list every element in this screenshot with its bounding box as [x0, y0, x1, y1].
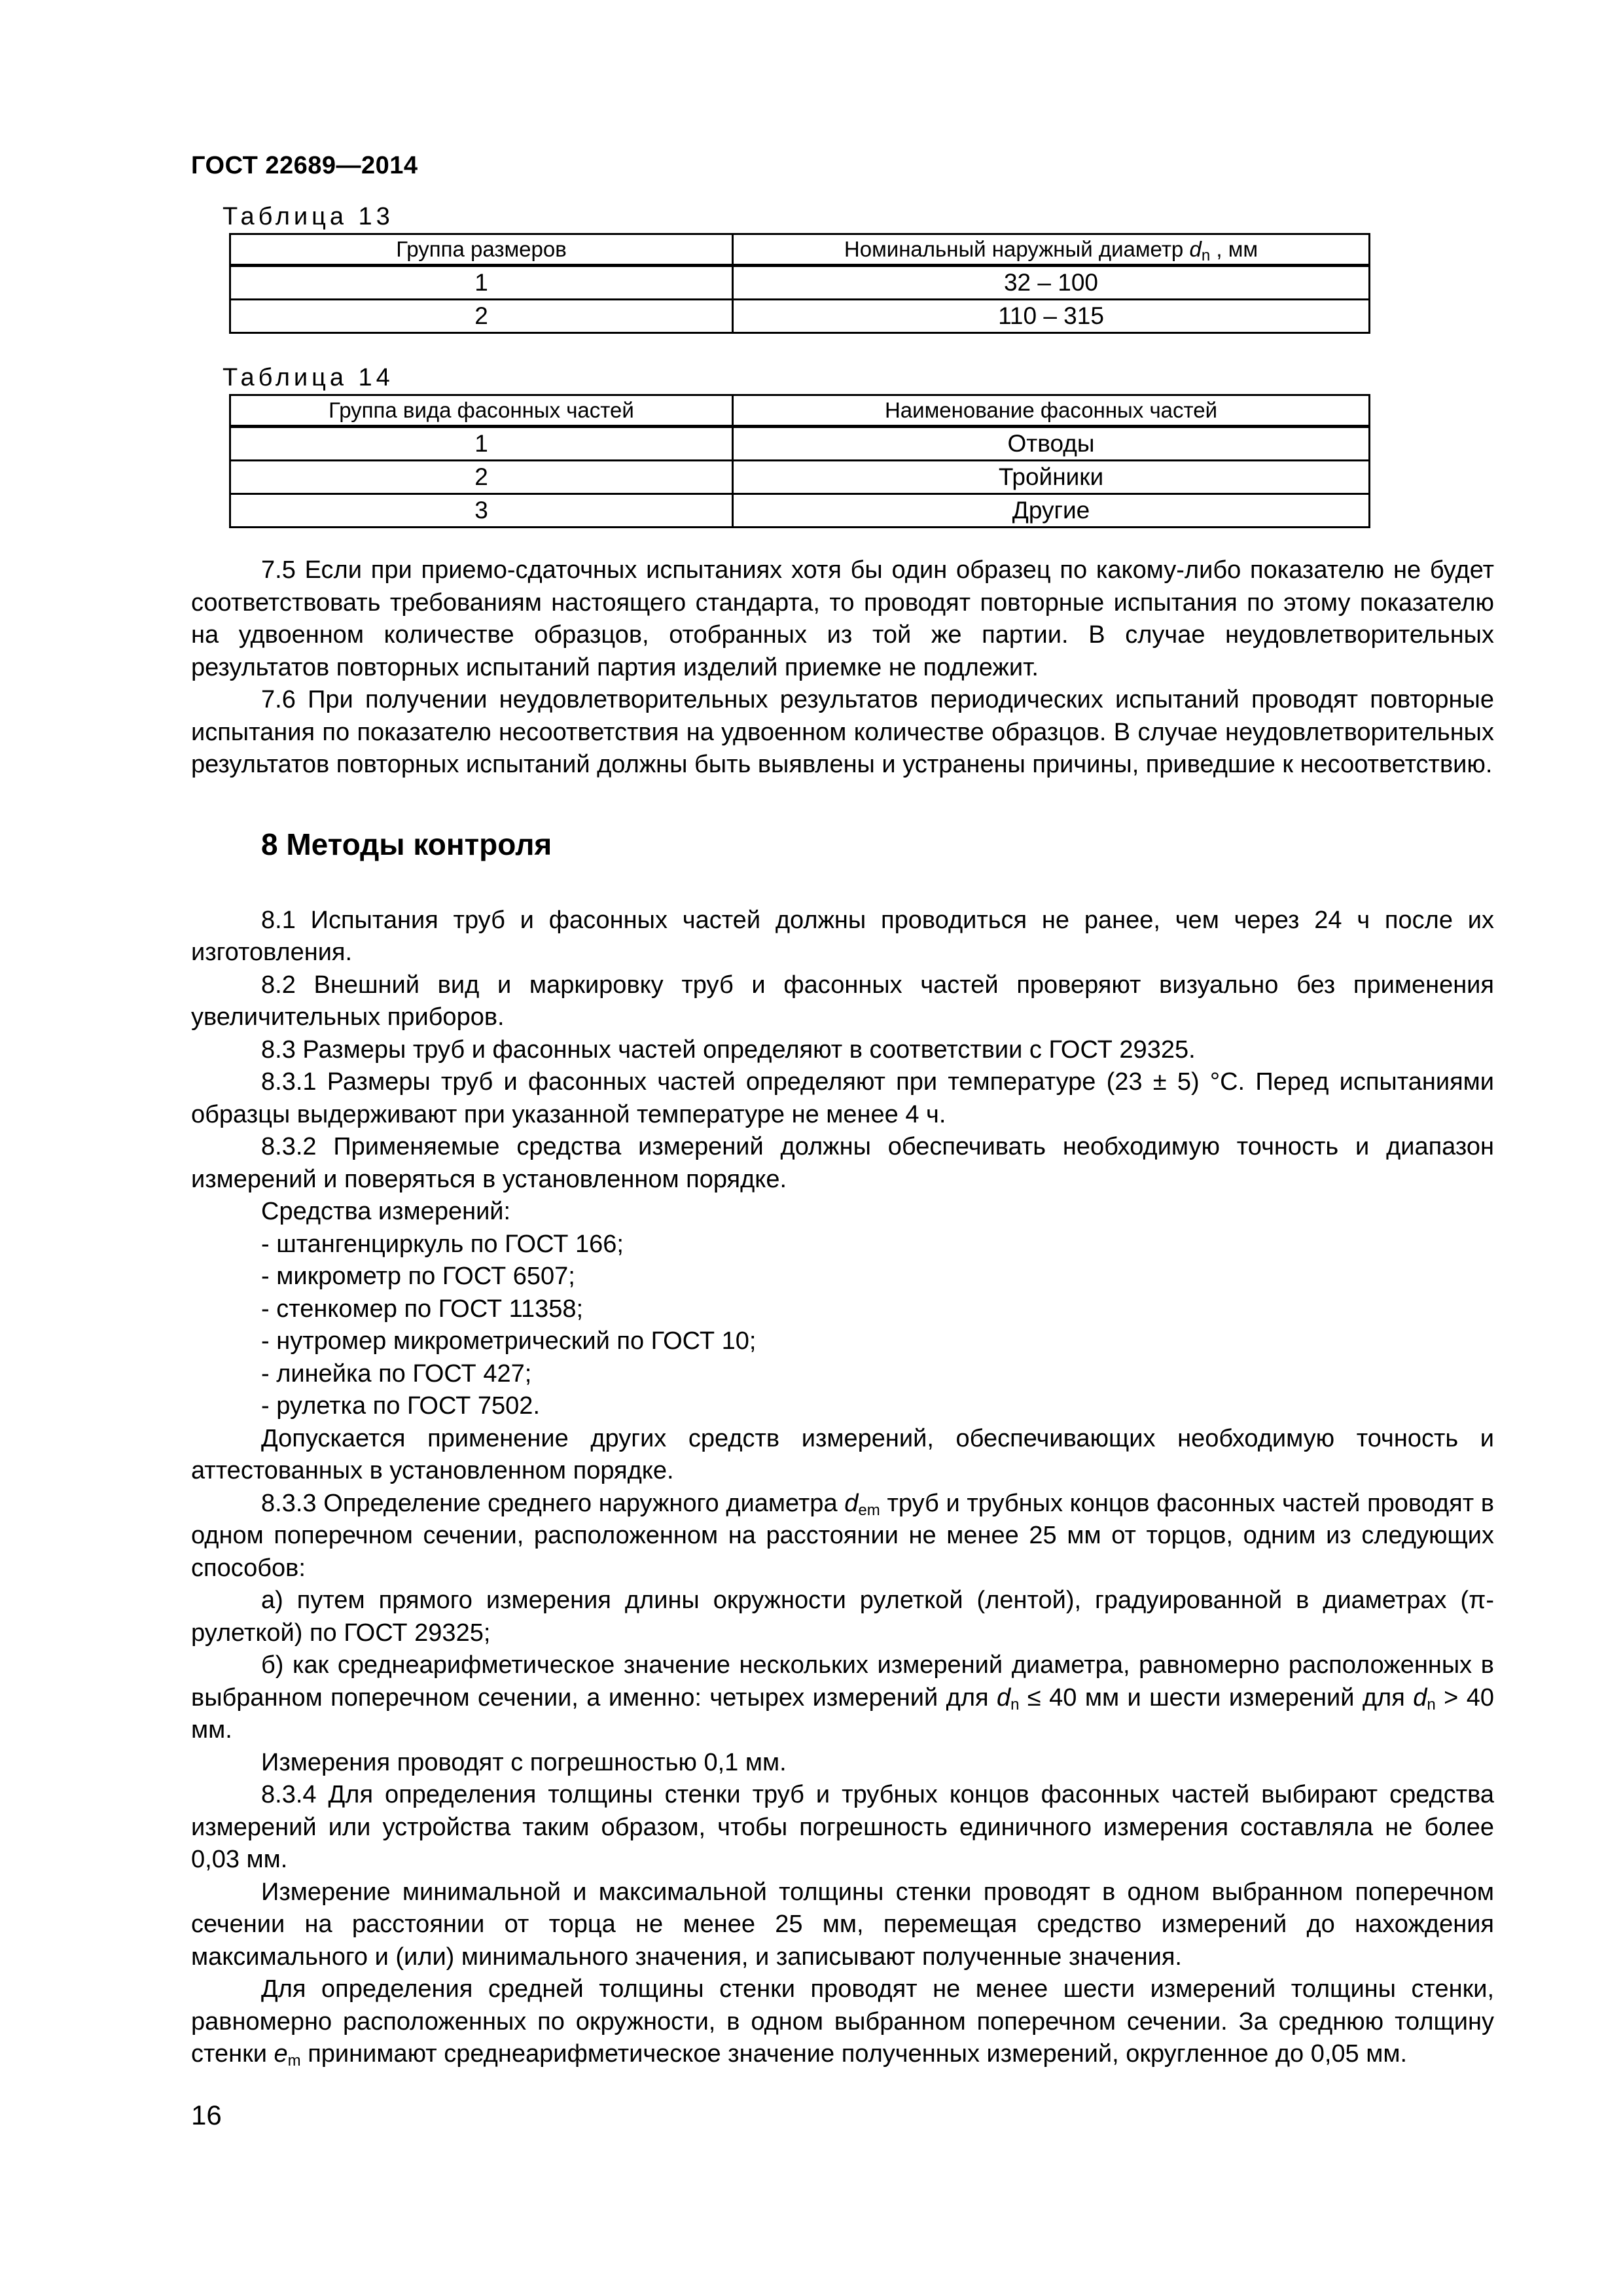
table-header-cell: Группа размеров — [230, 234, 733, 266]
paragraph-allowed-tools: Допускается применение других средств измерений, обеспечивающих необходимую точность и аттестованных в установленном порядке. — [191, 1424, 1494, 1484]
paragraph-8-3-2: 8.3.2 Применяемые средства измерений должны обеспечивать необходимую точность и диапазон измерений и поверяться в установленном порядке. — [191, 1133, 1494, 1193]
table-cell: 2 — [230, 300, 733, 333]
list-item: - линейка по ГОСТ 427; — [261, 1359, 532, 1388]
header-subscript: n — [1201, 247, 1211, 264]
item-a: а) путем прямого измерения длины окружности рулеткой (лентой), градуированной в диаметрах (π-рулеткой) по ГОСТ 29325; — [191, 1587, 1494, 1647]
text-run: ≤ 40 мм и шести измерений для — [1019, 1683, 1414, 1712]
paragraph-8-3-1: 8.3.1 Размеры труб и фасонных частей определяют при температуре (23 ± 5) °С. Перед испытаниями образцы выдерживают при указанной температуре не менее 4 ч. — [191, 1068, 1494, 1128]
document-body — [191, 554, 1494, 2071]
table-header-row — [230, 234, 1370, 266]
variable: d — [996, 1683, 1011, 1712]
text-run: Для определения средней толщины стенки проводят не менее шести измерений толщины стенки, равномерно расположенных по окружности, в одном выбранном поперечном сечении. За среднюю толщину стенки — [191, 1975, 1494, 2068]
table-14-caption: Таблица 14 — [223, 364, 394, 391]
table-13 — [229, 233, 1370, 334]
paragraph-8-3-4: 8.3.4 Для определения толщины стенки труб и трубных концов фасонных частей выбирают средства измерений или устройства таким образом, чтобы погрешность единичного измерения составляла не более 0,03 мм. — [191, 1781, 1494, 1873]
item-b — [191, 1649, 1494, 1747]
table-cell: 1 — [230, 266, 733, 300]
list-item: - нутромер микрометрический по ГОСТ 10; — [261, 1327, 757, 1355]
standard-designation: ГОСТ 22689—2014 — [191, 152, 418, 179]
paragraph-8-3: 8.3 Размеры труб и фасонных частей определяют в соответствии с ГОСТ 29325. — [261, 1035, 1196, 1064]
variable: d — [1413, 1683, 1427, 1712]
header-text: Номинальный наружный диаметр — [844, 237, 1190, 261]
subscript: m — [287, 2052, 301, 2070]
table-row — [230, 461, 1370, 494]
table-row — [230, 494, 1370, 528]
paragraph-accuracy: Измерения проводят с погрешностью 0,1 мм. — [261, 1748, 787, 1776]
table-cell: 3 — [230, 494, 733, 528]
table-row — [230, 300, 1370, 333]
list-item: - стенкомер по ГОСТ 11358; — [261, 1295, 584, 1323]
paragraph-8-2: 8.2 Внешний вид и маркировку труб и фасонных частей проверяют визуально без применения увеличительных приборов. — [191, 971, 1494, 1031]
list-item: - штангенциркуль по ГОСТ 166; — [261, 1230, 624, 1258]
text-run: б) как среднеарифметическое значение нескольких измерений диаметра, равномерно расположенных в выбранном поперечном сечении, а именно: четырех измерений для — [191, 1651, 1494, 1712]
table-13-caption: Таблица 13 — [223, 203, 394, 230]
paragraph-8-1: 8.1 Испытания труб и фасонных частей должны проводиться не ранее, чем через 24 ч после их изготовления. — [191, 906, 1494, 966]
table-row — [230, 427, 1370, 461]
table-cell: Тройники — [733, 461, 1370, 494]
table-cell: Отводы — [733, 427, 1370, 461]
header-variable: d — [1189, 237, 1202, 261]
subscript: n — [1010, 1695, 1020, 1713]
table-header-row — [230, 395, 1370, 427]
header-unit: , мм — [1210, 237, 1258, 261]
page-number: 16 — [191, 2100, 222, 2130]
paragraph-7-6: 7.6 При получении неудовлетворительных результатов периодических испытаний проводят повторные испытания по показателю несоответствия на удвоенном количестве образцов. В случае неудовлетворительных результатов повторных испытаний должны быть выявлены и устранены причины, приведшие к несоответствию. — [191, 686, 1494, 778]
text-run: труб и трубных концов фасонных частей проводят в одном поперечном сечении, расположенном на расстоянии не менее 25 мм от торцов, одним из следующих способов: — [191, 1489, 1495, 1582]
subscript: em — [858, 1501, 880, 1519]
table-cell: 32 – 100 — [733, 266, 1370, 300]
subscript: n — [1427, 1695, 1436, 1713]
table-header-cell: Наименование фасонных частей — [733, 395, 1370, 427]
paragraph-min-max: Измерение минимальной и максимальной толщины стенки проводят в одном выбранном поперечном сечении на расстоянии от торца не менее 25 мм, перемещая средство измерений до нахождения максимального и (или) минимального значения, и записывают полученные значения. — [191, 1878, 1494, 1971]
tools-intro: Средства измерений: — [261, 1198, 511, 1225]
section-8-title: 8 Методы контроля — [261, 827, 552, 861]
table-cell: 1 — [230, 427, 733, 461]
text-run: > 40 мм. — [191, 1683, 1494, 1744]
table-header-cell — [733, 234, 1370, 266]
text-run: 8.3.3 Определение среднего наружного диаметра — [261, 1489, 845, 1517]
table-cell: Другие — [733, 494, 1370, 528]
table-header-cell: Группа вида фасонных частей — [230, 395, 733, 427]
table-cell: 110 – 315 — [733, 300, 1370, 333]
list-item: - микрометр по ГОСТ 6507; — [261, 1263, 575, 1290]
paragraph-7-5: 7.5 Если при приемо-сдаточных испытаниях хотя бы один образец по какому-либо показателю не будет соответствовать требованиям настоящего стандарта, то проводят повторные испытания по этому показателю на удвоенном количестве образцов, отобранных из той же партии. В случае неудовлетворительных результатов повторных испытаний партия изделий приемке не подлежит. — [191, 556, 1494, 681]
table-14 — [229, 394, 1370, 528]
text-run: принимают среднеарифметическое значение полученных измерений, округленное до 0,05 мм. — [300, 2040, 1408, 2068]
table-cell: 2 — [230, 461, 733, 494]
list-item: - рулетка по ГОСТ 7502. — [261, 1392, 540, 1420]
paragraph-average — [191, 1973, 1494, 2071]
paragraph-8-3-3 — [191, 1488, 1494, 1585]
table-row — [230, 266, 1370, 300]
variable: e — [274, 2040, 288, 2068]
variable: d — [844, 1489, 859, 1517]
